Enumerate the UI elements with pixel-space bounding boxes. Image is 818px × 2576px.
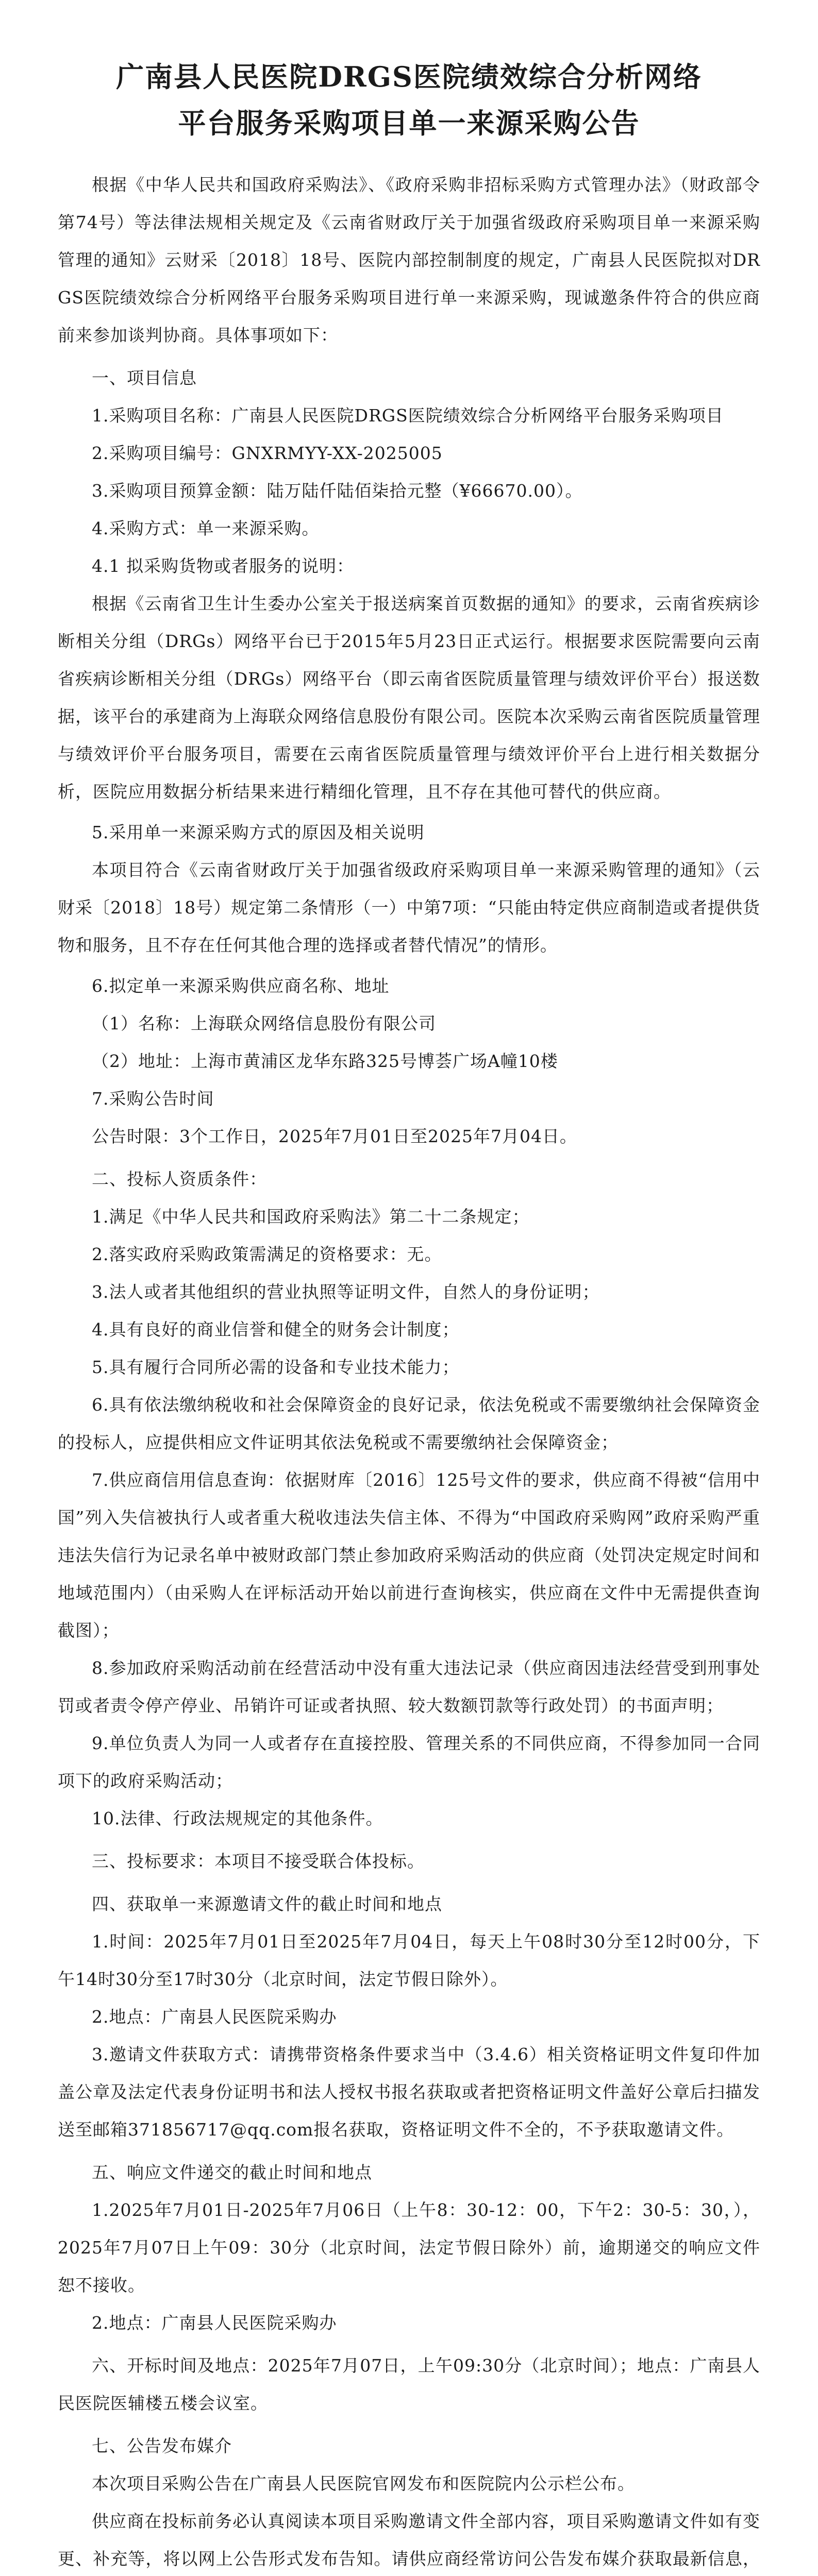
item-project-name: 1.采购项目名称：广南县人民医院DRGS医院绩效综合分析网络平台服务采购项目 [92,405,724,426]
qualification-10: 10.法律、行政法规规定的其他条件。 [92,1808,383,1828]
section-6-heading: 六、开标时间及地点：2025年7月07日，上午09:30分（北京时间）；地点：广南县人民医院医辅楼五楼会议室。 [58,2355,760,2413]
background-paragraph: 根据《云南省卫生计生委办公室关于报送病案首页数据的通知》的要求，云南省疾病诊断相关分组（DRGs）网络平台已于2015年5月23日正式运行。根据要求医院需要向云南省疾病诊断相关分组（DRGs）网络平台（即云南省医院质量管理与绩效评价平台）报送数据，该平台的承建商为上海联众网络信息股份有限公司。医院本次采购云南省医院质量管理与绩效评价平台服务项目，需要在云南省医院质量管理与绩效评价平台上进行相关数据分析，医院应用数据分析结果来进行精细化管理，且不存在其他可替代的供应商。 [58,594,760,802]
qualification-8: 8.参加政府采购活动前在经营活动中没有重大违法记录（供应商因违法经营受到刑事处罚或者责令停产停业、吊销许可证或者执照、较大数额罚款等行政处罚）的书面声明； [58,1658,760,1716]
section-1-heading: 一、项目信息 [92,368,197,388]
submission-location: 2.地点：广南县人民医院采购办 [92,2313,337,2333]
obtain-location: 2.地点：广南县人民医院采购办 [92,2007,337,2027]
title-line-1: 广南县人民医院DRGS医院绩效综合分析网络 [116,60,702,93]
section-7-heading: 七、公告发布媒介 [92,2436,232,2456]
obtain-method: 3.邀请文件获取方式：请携带资格条件要求当中（3.4.6）相关资格证明文件复印件加盖公章及法定代表身份证明书和法人授权书报名获取或者把资格证明文件盖好公章后扫描发送至邮箱371856717@qq.com报名获取，资格证明文件不全的，不予获取邀请文件。 [58,2044,760,2140]
qualification-4: 4.具有良好的商业信誉和健全的财务会计制度； [92,1319,460,1340]
item-supplier-heading: 6.拟定单一来源采购供应商名称、地址 [92,976,390,996]
item-project-number: 2.采购项目编号：GNXRMYY-XX-2025005 [92,443,443,463]
reason-paragraph: 本项目符合《云南省财政厅关于加强省级政府采购项目单一来源采购管理的通知》（云财采〔2018〕18号）规定第二条情形（一）中第7项：“只能由特定供应商制造或者提供货物和服务，且不存在任何其他合理的选择或者替代情况”的情形。 [58,860,760,955]
qualification-1: 1.满足《中华人民共和国政府采购法》第二十二条规定； [92,1207,530,1227]
item-project-budget: 3.采购项目预算金额：陆万陆仟陆佰柒拾元整（¥66670.00）。 [92,481,583,501]
qualification-2: 2.落实政府采购政策需满足的资格要求：无。 [92,1244,442,1264]
section-3-heading: 三、投标要求：本项目不接受联合体投标。 [92,1851,425,1871]
qualification-6: 6.具有依法缴纳税收和社会保障资金的良好记录，依法免税或不需要缴纳社会保障资金的投标人，应提供相应文件证明其依法免税或不需要缴纳社会保障资金； [58,1395,760,1452]
item-goods-description: 4.1 拟采购货物或者服务的说明： [92,556,354,576]
item-notice-period: 公告时限：3个工作日，2025年7月01日至2025年7月04日。 [92,1126,577,1146]
section-4-heading: 四、获取单一来源邀请文件的截止时间和地点 [92,1894,442,1914]
page-title [58,54,760,146]
qualification-7: 7.供应商信用信息查询：依据财库〔2016〕125号文件的要求，供应商不得被“信用中国”列入失信被执行人或者重大税收违法失信主体、不得为“中国政府采购网”政府采购严重违法失信行为记录名单中被财政部门禁止参加政府采购活动的供应商（处罚决定规定时间和地域范围内）（由采购人在评标活动开始以前进行查询核实，供应商在文件中无需提供查询截图）； [58,1470,760,1640]
item-notice-period-heading: 7.采购公告时间 [92,1089,214,1109]
item-supplier-address: （2）地址：上海市黄浦区龙华东路325号博荟广场A幢10楼 [92,1051,558,1071]
media-paragraph-1: 本次项目采购公告在广南县人民医院官网发布和医院院内公示栏公布。 [92,2473,635,2494]
qualification-3: 3.法人或者其他组织的营业执照等证明文件，自然人的身份证明； [92,1282,600,1302]
section-2-heading: 二、投标人资质条件： [92,1169,267,1189]
submission-time: 1.2025年7月01日-2025年7月06日（上午8：30-12：00，下午2：30-5：30，），2025年7月07日上午09：30分（北京时间，法定节假日除外）前，逾期递交的响应文件恕不接收。 [58,2200,760,2295]
obtain-time: 1.时间：2025年7月01日至2025年7月04日，每天上午08时30分至12时00分，下午14时30分至17时30分（北京时间，法定节假日除外）。 [58,1931,760,1989]
item-reason-heading: 5.采用单一来源采购方式的原因及相关说明 [92,822,425,842]
qualification-9: 9.单位负责人为同一人或者存在直接控股、管理关系的不同供应商，不得参加同一合同项下的政府采购活动； [58,1733,760,1791]
intro-paragraph: 根据《中华人民共和国政府采购法》、《政府采购非招标采购方式管理办法》（财政部令第74号）等法律法规相关规定及《云南省财政厅关于加强省级政府采购项目单一来源采购管理的通知》云财采〔2018〕18号、医院内部控制制度的规定，广南县人民医院拟对DRGS医院绩效综合分析网络平台服务采购项目进行单一来源采购，现诚邀条件符合的供应商前来参加谈判协商。具体事项如下： [58,175,760,345]
section-5-heading: 五、响应文件递交的截止时间和地点 [92,2162,372,2182]
item-procurement-method: 4.采购方式：单一来源采购。 [92,518,320,538]
qualification-5: 5.具有履行合同所必需的设备和专业技术能力； [92,1357,460,1377]
media-paragraph-2: 供应商在投标前务必认真阅读本项目采购邀请文件全部内容，项目采购邀请文件如有变更、补充等，将以网上公告形式发布告知。请供应商经常访问公告发布媒介获取最新信息， [58,2511,760,2569]
title-line-2: 平台服务采购项目单一来源采购公告 [178,107,640,140]
item-supplier-name: （1）名称：上海联众网络信息股份有限公司 [92,1013,436,1033]
